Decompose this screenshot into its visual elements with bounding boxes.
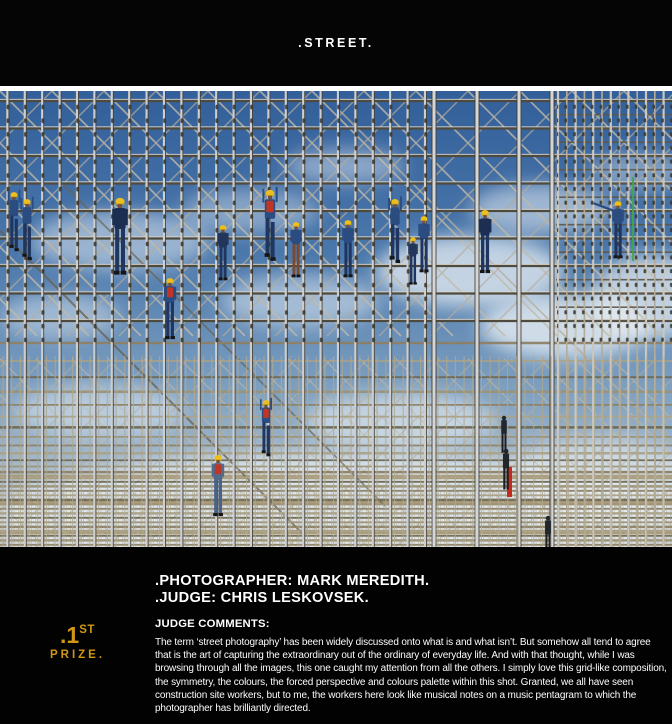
prize-rank-ordinal: ST	[79, 624, 95, 636]
prize-word: PRIZE.	[49, 649, 106, 661]
prize-photo-frame	[0, 86, 672, 547]
judge-comments-text: The term ‘street photography’ has been widely discussed onto what is and what isn’t. But somehow all tend to agree that is the art of capturing the extraordinary out of the ordinary of everyday life. And with that thought, while I was browsing through all the images, this one caught my attention from all the others. I simply love this grid-like composition, the symmetry, the colours, the forced perspective and colours palette within this shot. Granted, we all have seen construction site workers, but to me, the workers here look like musical notes on a music pentagram to which the photographer has brilliantly directed.	[155, 637, 667, 715]
comments-row	[0, 617, 672, 715]
prize-photo-scaffolding-workers	[0, 91, 672, 547]
judge-comments-section	[155, 617, 672, 715]
prize-badge	[0, 617, 155, 715]
prize-rank: .1ST	[60, 622, 95, 648]
magazine-title: .STREET.	[298, 36, 374, 50]
credits-block	[155, 573, 672, 606]
judge-credit: .JUDGE: CHRIS LESKOVSEK.	[155, 589, 369, 606]
caption-panel	[0, 547, 672, 715]
judge-comments-heading: JUDGE COMMENTS:	[155, 618, 270, 630]
photographer-credit: .PHOTOGRAPHER: MARK MEREDITH.	[155, 573, 430, 589]
masthead-banner	[0, 0, 672, 86]
